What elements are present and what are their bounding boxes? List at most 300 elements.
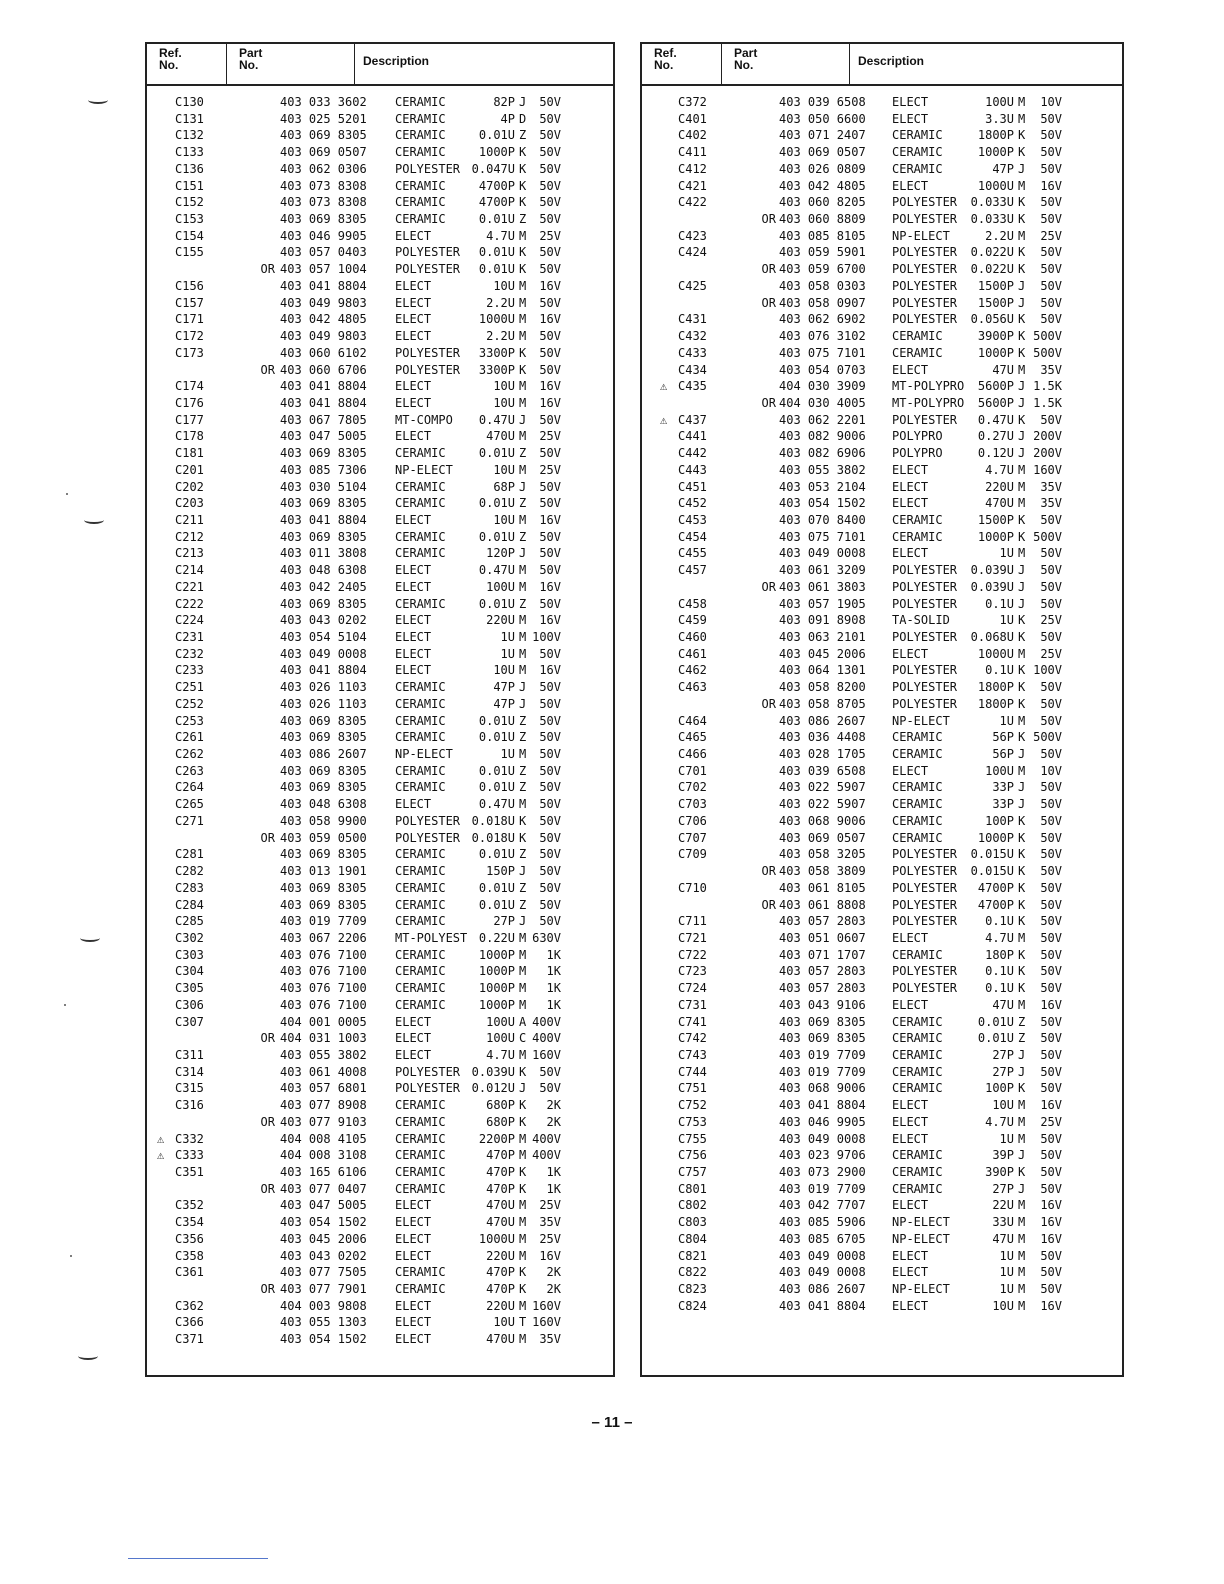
component-type: CERAMIC: [395, 847, 446, 862]
component-type: CERAMIC: [395, 864, 446, 879]
tolerance: K: [1018, 262, 1026, 277]
voltage: 50V: [1040, 195, 1062, 210]
part-no: 403 069 8305: [779, 1014, 866, 1029]
part-no: 403 076 7100: [280, 997, 367, 1012]
tolerance: Z: [519, 897, 527, 912]
ref-no: C264: [175, 780, 204, 795]
table-row: [642, 662, 1122, 679]
component-type: CERAMIC: [395, 145, 446, 160]
parts-table-left: [145, 42, 615, 1377]
component-value: 0.01U: [478, 245, 515, 260]
component-type: ELECT: [892, 362, 929, 377]
table-row: [642, 596, 1122, 613]
ref-no: C453: [678, 512, 707, 527]
tolerance: Z: [519, 763, 527, 778]
voltage: 50V: [1040, 145, 1062, 160]
table-row: [147, 562, 613, 579]
voltage: 50V: [1040, 596, 1062, 611]
voltage: 10V: [1040, 95, 1062, 109]
part-no: 403 076 7100: [280, 981, 367, 996]
tolerance: Z: [519, 212, 527, 227]
ref-no: C706: [678, 813, 707, 828]
component-type: ELECT: [892, 1248, 929, 1263]
tolerance: K: [1018, 529, 1026, 544]
component-type: CERAMIC: [892, 1064, 943, 1079]
table-row: [147, 479, 613, 496]
component-value: 1800P: [977, 696, 1014, 711]
table-row: [642, 512, 1122, 529]
ref-no: C151: [175, 178, 204, 193]
table-row: [642, 1214, 1122, 1231]
tolerance: Z: [1018, 1014, 1026, 1029]
component-type: ELECT: [395, 1047, 432, 1062]
tolerance: M: [1018, 1114, 1026, 1129]
component-type: NP-ELECT: [892, 713, 950, 728]
tolerance: J: [1018, 429, 1026, 444]
voltage: 50V: [539, 713, 561, 728]
component-value: 1U: [999, 1265, 1014, 1280]
component-type: ELECT: [395, 646, 432, 661]
ref-no: C460: [678, 630, 707, 644]
tolerance: J: [1018, 1047, 1026, 1062]
part-no: 403 077 9103: [280, 1114, 367, 1129]
tolerance: M: [1018, 178, 1026, 193]
table-row: [642, 679, 1122, 696]
tolerance: M: [519, 429, 527, 444]
component-type: CERAMIC: [892, 730, 943, 745]
ref-no: C443: [678, 462, 707, 477]
voltage: 1.5K: [1033, 395, 1062, 410]
ref-no: C356: [175, 1231, 204, 1246]
alt-or: OR: [761, 696, 776, 711]
part-no: 403 011 3808: [280, 546, 367, 561]
component-type: CERAMIC: [892, 830, 943, 845]
table-row: [642, 746, 1122, 763]
table-row: [147, 1014, 613, 1031]
component-value: 47U: [992, 1231, 1014, 1246]
component-value: 27P: [992, 1181, 1014, 1196]
ref-no: C462: [678, 663, 707, 678]
component-value: 0.012U: [471, 1081, 515, 1096]
voltage: 16V: [539, 663, 561, 678]
voltage: 50V: [1040, 1047, 1062, 1062]
tolerance: J: [1018, 446, 1026, 461]
part-no: 403 085 5906: [779, 1215, 866, 1230]
component-value: 27P: [992, 1047, 1014, 1062]
table-row: [642, 1264, 1122, 1281]
part-no: 403 073 8308: [280, 195, 367, 210]
component-type: CERAMIC: [395, 997, 446, 1012]
tolerance: Z: [519, 496, 527, 511]
component-value: 0.1U: [985, 596, 1014, 611]
table-row: [642, 729, 1122, 746]
tolerance: M: [519, 512, 527, 527]
voltage: 35V: [1040, 362, 1062, 377]
tolerance: M: [519, 329, 527, 344]
ref-no: C262: [175, 747, 204, 762]
tolerance: M: [1018, 1248, 1026, 1263]
ref-no: C304: [175, 964, 204, 979]
ref-no: C433: [678, 345, 707, 360]
part-no: 403 051 0607: [779, 930, 866, 945]
tolerance: M: [1018, 763, 1026, 778]
table-row: [642, 545, 1122, 562]
ref-no: C451: [678, 479, 707, 494]
ref-no: C214: [175, 563, 204, 578]
ref-no: C252: [175, 696, 204, 711]
component-value: 10U: [493, 462, 515, 477]
ref-no: C233: [175, 663, 204, 678]
ref-no: C707: [678, 830, 707, 845]
component-type: CERAMIC: [892, 161, 943, 176]
voltage: 50V: [539, 345, 561, 360]
ref-no: C131: [175, 111, 204, 126]
tolerance: K: [1018, 981, 1026, 996]
component-value: 0.12U: [977, 446, 1014, 461]
part-no: 403 069 8305: [280, 730, 367, 745]
component-type: ELECT: [395, 395, 432, 410]
component-value: 0.01U: [478, 780, 515, 795]
component-value: 4700P: [977, 897, 1014, 912]
tolerance: M: [1018, 95, 1026, 109]
tolerance: M: [519, 947, 527, 962]
component-type: TA-SOLID: [892, 613, 950, 628]
voltage: 50V: [539, 195, 561, 210]
binding-mark: [88, 96, 108, 104]
component-value: 1U: [999, 613, 1014, 628]
tolerance: K: [519, 1265, 527, 1280]
binding-mark: [80, 934, 100, 942]
tolerance: J: [1018, 747, 1026, 762]
component-value: 2.2U: [486, 329, 515, 344]
component-value: 47P: [493, 696, 515, 711]
table-row: [147, 662, 613, 679]
part-no: 403 026 1103: [280, 680, 367, 695]
tolerance: M: [1018, 546, 1026, 561]
tolerance: K: [519, 1165, 527, 1179]
table-row: [642, 479, 1122, 496]
part-no: 403 058 3205: [779, 847, 866, 862]
component-type: POLYESTER: [395, 1064, 461, 1079]
table-row: [642, 311, 1122, 328]
component-value: 0.01U: [478, 212, 515, 227]
table-row: [147, 228, 613, 245]
table-row: [147, 846, 613, 863]
tolerance: K: [1018, 696, 1026, 711]
component-value: 470P: [486, 1265, 515, 1280]
ref-no: C366: [175, 1315, 204, 1330]
table-row: [642, 345, 1122, 362]
table-row: [147, 311, 613, 328]
voltage: 16V: [539, 512, 561, 527]
table-row: [642, 612, 1122, 629]
component-type: CERAMIC: [395, 730, 446, 745]
voltage: 100V: [532, 630, 561, 644]
voltage: 16V: [1040, 178, 1062, 193]
table-header: [147, 44, 613, 86]
table-row: [147, 1314, 613, 1331]
header-part-label: Part No.: [239, 46, 263, 72]
component-value: 5600P: [977, 395, 1014, 410]
part-no: 403 041 8804: [280, 395, 367, 410]
component-value: 100P: [985, 813, 1014, 828]
voltage: 16V: [1040, 1231, 1062, 1246]
component-type: CERAMIC: [395, 964, 446, 979]
table-row: [642, 378, 1122, 395]
table-row: [642, 1298, 1122, 1315]
header-part-no: [227, 44, 355, 84]
part-no: 403 067 2206: [280, 930, 367, 945]
table-row: [147, 1080, 613, 1097]
part-no: 403 069 0507: [779, 830, 866, 845]
tolerance: Z: [519, 596, 527, 611]
table-row: [147, 930, 613, 947]
ref-no: C316: [175, 1098, 204, 1113]
voltage: 50V: [539, 111, 561, 126]
tolerance: K: [1018, 630, 1026, 644]
tolerance: J: [1018, 797, 1026, 812]
table-row: [147, 746, 613, 763]
voltage: 50V: [1040, 312, 1062, 327]
voltage: 25V: [539, 1231, 561, 1246]
table-row: [147, 1030, 613, 1047]
ref-no: C423: [678, 228, 707, 243]
component-type: ELECT: [395, 630, 432, 644]
component-value: 0.47U: [478, 412, 515, 427]
table-row: [642, 127, 1122, 144]
component-type: ELECT: [892, 479, 929, 494]
component-value: 1500P: [977, 278, 1014, 293]
component-type: CERAMIC: [395, 780, 446, 795]
ref-no: C305: [175, 981, 204, 996]
component-type: NP-ELECT: [892, 228, 950, 243]
table-row: [147, 1281, 613, 1298]
table-row: [642, 1080, 1122, 1097]
part-no: 403 071 2407: [779, 128, 866, 143]
ref-no: C455: [678, 546, 707, 561]
ref-no: C332: [175, 1131, 204, 1146]
tolerance: M: [1018, 930, 1026, 945]
tolerance: J: [1018, 1148, 1026, 1163]
part-no: 403 049 0008: [280, 646, 367, 661]
part-no: 403 026 1103: [280, 696, 367, 711]
component-value: 0.01U: [478, 847, 515, 862]
tolerance: K: [1018, 914, 1026, 929]
ref-no: C702: [678, 780, 707, 795]
ref-no: C724: [678, 981, 707, 996]
part-no: 403 057 1004: [280, 262, 367, 277]
parts-table-right: [640, 42, 1124, 1377]
component-type: ELECT: [892, 1265, 929, 1280]
part-no: 403 091 8908: [779, 613, 866, 628]
tolerance: M: [1018, 1298, 1026, 1313]
part-no: 403 085 8105: [779, 228, 866, 243]
tolerance: J: [1018, 579, 1026, 594]
voltage: 50V: [539, 747, 561, 762]
voltage: 16V: [539, 379, 561, 394]
tolerance: M: [519, 930, 527, 945]
component-value: 2.2U: [985, 228, 1014, 243]
tolerance: K: [1018, 813, 1026, 828]
voltage: 50V: [539, 362, 561, 377]
ref-no: C437: [678, 412, 707, 427]
ref-no: C130: [175, 95, 204, 109]
tolerance: M: [519, 1231, 527, 1246]
voltage: 50V: [539, 479, 561, 494]
tolerance: M: [519, 563, 527, 578]
component-type: ELECT: [892, 496, 929, 511]
component-value: 0.01U: [478, 128, 515, 143]
table-row: [642, 763, 1122, 780]
component-type: CERAMIC: [395, 1265, 446, 1280]
voltage: 16V: [539, 278, 561, 293]
component-value: 4P: [500, 111, 515, 126]
ref-no: C442: [678, 446, 707, 461]
ref-no: C424: [678, 245, 707, 260]
voltage: 16V: [1040, 1215, 1062, 1230]
ref-no: C178: [175, 429, 204, 444]
component-type: ELECT: [892, 462, 929, 477]
voltage: 50V: [539, 145, 561, 160]
tolerance: M: [519, 379, 527, 394]
table-row: [642, 913, 1122, 930]
component-type: CERAMIC: [395, 713, 446, 728]
voltage: 50V: [1040, 713, 1062, 728]
ref-no: C803: [678, 1215, 707, 1230]
component-value: 10U: [992, 1098, 1014, 1113]
component-value: 1U: [999, 1131, 1014, 1146]
alt-or: OR: [260, 362, 275, 377]
voltage: 50V: [1040, 546, 1062, 561]
voltage: 16V: [539, 395, 561, 410]
ref-no: C265: [175, 797, 204, 812]
alt-or: OR: [260, 1181, 275, 1196]
part-no: 403 057 6801: [280, 1081, 367, 1096]
header-ref-label: Ref. No.: [654, 46, 677, 72]
tolerance: M: [1018, 1215, 1026, 1230]
part-no: 403 042 4805: [779, 178, 866, 193]
tolerance: Z: [519, 713, 527, 728]
ref-no: C823: [678, 1282, 707, 1297]
part-no: 403 069 8305: [280, 780, 367, 795]
part-no: 403 061 3209: [779, 563, 866, 578]
voltage: 50V: [1040, 830, 1062, 845]
ref-no: C201: [175, 462, 204, 477]
table-row: [147, 495, 613, 512]
table-row: [642, 462, 1122, 479]
voltage: 50V: [1040, 1165, 1062, 1179]
part-no: 404 008 3108: [280, 1148, 367, 1163]
component-type: CERAMIC: [892, 128, 943, 143]
table-row: [147, 646, 613, 663]
component-value: 1500P: [977, 295, 1014, 310]
component-type: CERAMIC: [395, 479, 446, 494]
component-type: POLYESTER: [395, 362, 461, 377]
component-type: MT-POLYPRO: [892, 395, 965, 410]
tolerance: K: [1018, 195, 1026, 210]
voltage: 160V: [532, 1298, 561, 1313]
tolerance: J: [1018, 1064, 1026, 1079]
component-value: 56P: [992, 730, 1014, 745]
tolerance: J: [1018, 379, 1026, 394]
component-value: 47P: [992, 161, 1014, 176]
component-value: 680P: [486, 1098, 515, 1113]
alt-or: OR: [260, 1114, 275, 1129]
component-type: ELECT: [892, 178, 929, 193]
voltage: 1K: [546, 947, 561, 962]
ref-no: C463: [678, 680, 707, 695]
component-value: 1000P: [478, 997, 515, 1012]
ref-no: C372: [678, 95, 707, 109]
voltage: 50V: [539, 95, 561, 109]
component-type: CERAMIC: [395, 696, 446, 711]
tolerance: J: [1018, 780, 1026, 795]
voltage: 16V: [539, 312, 561, 327]
component-type: CERAMIC: [395, 212, 446, 227]
component-type: CERAMIC: [395, 914, 446, 929]
component-value: 0.1U: [985, 663, 1014, 678]
part-no: 403 054 1502: [779, 496, 866, 511]
voltage: 50V: [1040, 696, 1062, 711]
part-no: 404 003 9808: [280, 1298, 367, 1313]
component-value: 0.01U: [478, 897, 515, 912]
part-no: 403 071 1707: [779, 947, 866, 962]
voltage: 400V: [532, 1131, 561, 1146]
part-no: 403 063 2101: [779, 630, 866, 644]
voltage: 35V: [539, 1332, 561, 1347]
voltage: 1K: [546, 964, 561, 979]
part-no: 403 022 5907: [779, 780, 866, 795]
table-header: [642, 44, 1122, 86]
ref-no: C741: [678, 1014, 707, 1029]
ref-no: C133: [175, 145, 204, 160]
ref-no: C224: [175, 613, 204, 628]
part-no: 403 069 8305: [280, 596, 367, 611]
voltage: 50V: [1040, 1181, 1062, 1196]
component-value: 4.7U: [486, 228, 515, 243]
component-type: CERAMIC: [395, 1131, 446, 1146]
component-value: 10U: [992, 1298, 1014, 1313]
component-type: CERAMIC: [395, 1148, 446, 1163]
table-row: [642, 830, 1122, 847]
part-no: 403 068 9006: [779, 1081, 866, 1096]
table-row: [642, 445, 1122, 462]
ref-no: C157: [175, 295, 204, 310]
table-row: [642, 1047, 1122, 1064]
table-row: [642, 696, 1122, 713]
component-type: CERAMIC: [892, 1014, 943, 1029]
tolerance: K: [1018, 830, 1026, 845]
header-description: Description: [858, 54, 925, 68]
table-row: [642, 880, 1122, 897]
voltage: 160V: [532, 1047, 561, 1062]
part-no: 403 046 9905: [280, 228, 367, 243]
table-row: [147, 1131, 613, 1148]
voltage: 50V: [1040, 1064, 1062, 1079]
tolerance: K: [1018, 1081, 1026, 1096]
component-type: POLYESTER: [892, 295, 958, 310]
voltage: 2K: [546, 1098, 561, 1113]
table-row: [642, 94, 1122, 111]
component-type: CERAMIC: [892, 1181, 943, 1196]
table-row: [147, 729, 613, 746]
part-no: 403 069 8305: [280, 763, 367, 778]
part-no: 403 041 8804: [779, 1298, 866, 1313]
component-type: NP-ELECT: [395, 462, 453, 477]
voltage: 2K: [546, 1282, 561, 1297]
component-type: POLYESTER: [892, 262, 958, 277]
component-type: ELECT: [395, 512, 432, 527]
